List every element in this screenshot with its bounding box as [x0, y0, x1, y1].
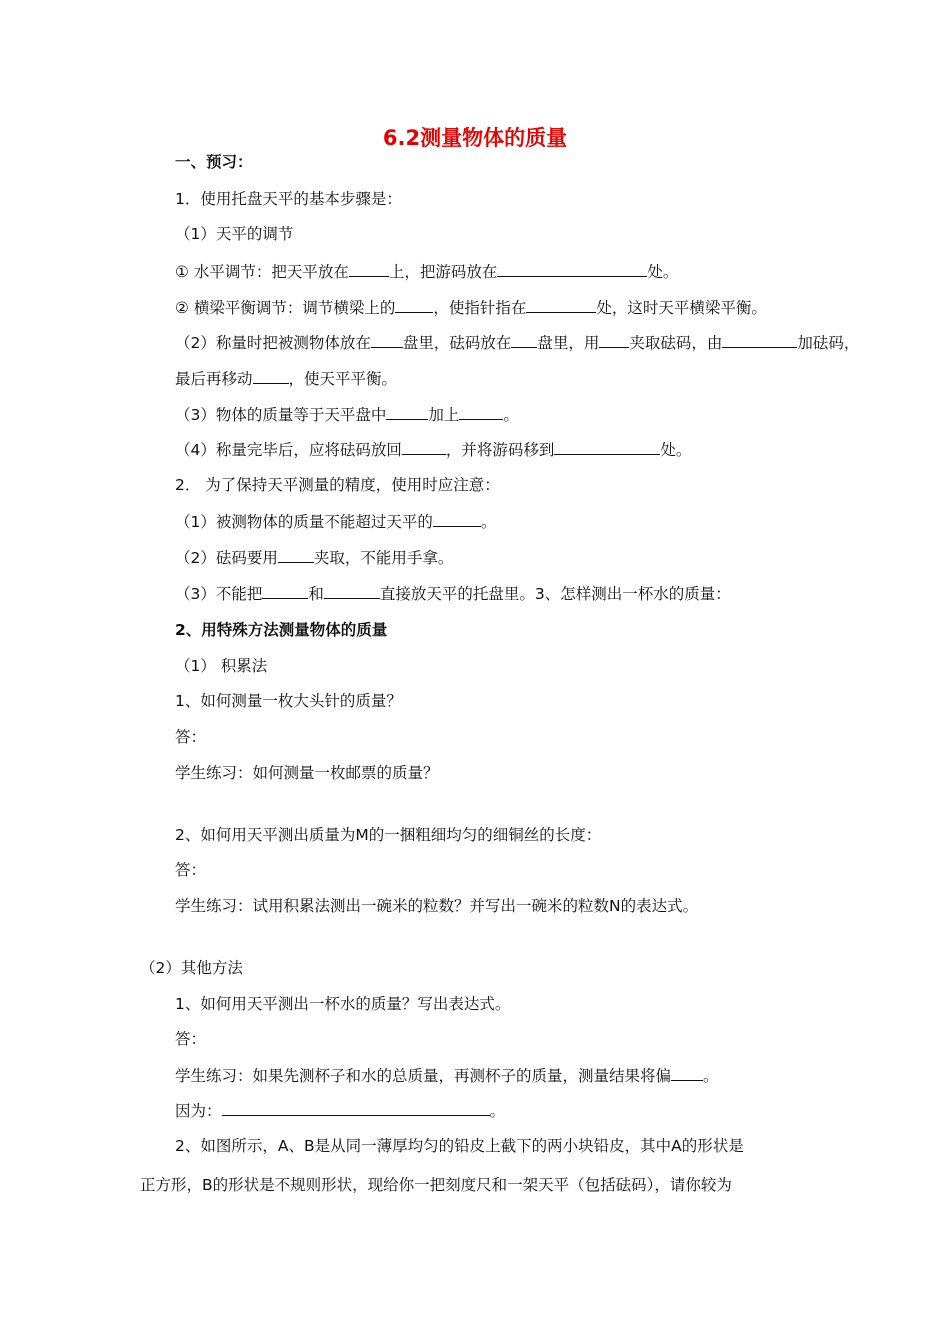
- question-water-mass: 1、如何用天平测出一杯水的质量？写出表达式。: [175, 995, 511, 1013]
- fill-blank[interactable]: [459, 404, 503, 420]
- note-3-text-3: 直接放天平的托盘里。3、怎样测出一杯水的质量：: [379, 585, 731, 603]
- note-2-text-1: （2）砝码要用: [175, 549, 278, 567]
- fill-blank[interactable]: [395, 297, 433, 313]
- fill-blank[interactable]: [722, 332, 797, 348]
- fill-blank[interactable]: [511, 332, 537, 348]
- weighing-text-3: 盘里，用: [537, 334, 600, 352]
- question-lead-sheet: 2、如图所示，A、B是从同一薄厚均匀的铅皮上截下的两小块铅皮，其中A的形状是: [175, 1137, 744, 1155]
- level-adjust-text-3: 处。: [647, 263, 679, 281]
- note-1-text-1: （1）被测物体的质量不能超过天平的: [175, 513, 433, 531]
- answer-label: 答：: [175, 1030, 207, 1048]
- note-3-text-1: （3）不能把: [175, 585, 263, 603]
- mass-equals-text-3: 。: [503, 406, 519, 424]
- note-2-text-2: 夹取，不能用手拿。: [313, 549, 454, 567]
- beam-adjust-text-2: ，使指针指在: [433, 299, 527, 317]
- reason-end: 。: [489, 1102, 506, 1120]
- note-3-text-2: 和: [308, 585, 324, 603]
- weighing-cont-text-1: 最后再移动: [175, 370, 253, 388]
- mass-equals-text-2: 加上: [428, 406, 460, 424]
- reason-label: 因为：: [175, 1102, 222, 1120]
- reason-line: [175, 1100, 505, 1121]
- fill-blank[interactable]: [349, 261, 389, 277]
- fill-blank[interactable]: [433, 511, 481, 527]
- subsection-balance-adjust: （1）天平的调节: [175, 225, 294, 243]
- fill-blank[interactable]: [671, 1065, 703, 1081]
- fill-blank[interactable]: [262, 583, 308, 599]
- weighing-text-1: （2）称量时把被测物体放在: [175, 334, 371, 352]
- section-preview-heading: 一、预习：: [175, 153, 253, 171]
- question-wire-length: 2、如何用天平测出质量为M的一捆粗细均匀的细铜丝的长度：: [175, 826, 602, 844]
- fill-blank[interactable]: [253, 368, 289, 384]
- fill-blank[interactable]: [497, 261, 647, 277]
- fill-blank[interactable]: [278, 547, 314, 563]
- fill-blank[interactable]: [222, 1100, 490, 1116]
- note-2-line: [175, 547, 453, 568]
- question-1-text: 1．使用托盘天平的基本步骤是：: [175, 190, 402, 208]
- weighing-text-2: 盘里，砝码放在: [402, 334, 512, 352]
- after-weighing-line: [175, 439, 691, 460]
- exercise-rice-count: 学生练习：试用积累法测出一碗米的粒数？并写出一碗米的粒数N的表达式。: [175, 897, 699, 915]
- exercise-measure-order: [175, 1065, 719, 1086]
- level-adjust-line: [175, 261, 678, 282]
- mass-equals-line: [175, 404, 519, 425]
- subsection-accumulation: （1） 积累法: [175, 657, 268, 675]
- fill-blank[interactable]: [324, 583, 380, 599]
- answer-label: 答：: [175, 728, 207, 746]
- exercise-measure-order-text-1: 学生练习：如果先测杯子和水的总质量，再测杯子的质量，测量结果将偏: [175, 1067, 672, 1085]
- weighing-text-5: 加砝码，: [797, 334, 860, 352]
- after-weighing-text-1: （4）称量完毕后，应将砝码放回: [175, 441, 402, 459]
- weighing-cont-text-2: ，使天平平衡。: [288, 370, 398, 388]
- note-3-line: [175, 583, 731, 604]
- level-adjust-text-1: ① 水平调节：把天平放在: [175, 263, 349, 281]
- note-1-line: [175, 511, 496, 532]
- fill-blank[interactable]: [526, 297, 596, 313]
- fill-blank[interactable]: [402, 439, 446, 455]
- weighing-line-cont: [175, 368, 397, 389]
- section-special-methods-heading: 2、用特殊方法测量物体的质量: [175, 621, 388, 639]
- note-1-text-2: 。: [480, 513, 497, 531]
- fill-blank[interactable]: [554, 439, 660, 455]
- exercise-stamp-mass: 学生练习：如何测量一枚邮票的质量？: [175, 764, 439, 782]
- mass-equals-text-1: （3）物体的质量等于天平盘中: [175, 406, 387, 424]
- fill-blank[interactable]: [599, 332, 629, 348]
- after-weighing-text-3: 处。: [660, 441, 692, 459]
- beam-adjust-text-1: ② 横梁平衡调节：调节横梁上的: [175, 299, 396, 317]
- weighing-line: [175, 332, 859, 353]
- beam-adjust-text-3: 处，这时天平横梁平衡。: [596, 299, 767, 317]
- question-2-text: 2． 为了保持天平测量的精度，使用时应注意：: [175, 476, 500, 494]
- after-weighing-text-2: ，并将游码移到: [445, 441, 555, 459]
- answer-label: 答：: [175, 861, 207, 879]
- beam-adjust-line: [175, 297, 767, 318]
- exercise-measure-order-text-2: 。: [703, 1067, 719, 1085]
- level-adjust-text-2: 上，把游码放在: [388, 263, 498, 281]
- subsection-other-methods: （2）其他方法: [140, 959, 243, 977]
- page-title: 6.2测量物体的质量: [382, 126, 568, 150]
- question-lead-sheet-cont: 正方形，B的形状是不规则形状，现给你一把刻度尺和一架天平（包括砝码），请你较为: [140, 1176, 732, 1194]
- fill-blank[interactable]: [371, 332, 403, 348]
- weighing-text-4: 夹取砝码，由: [629, 334, 723, 352]
- fill-blank[interactable]: [386, 404, 428, 420]
- question-pin-mass: 1、如何测量一枚大头针的质量？: [175, 692, 402, 710]
